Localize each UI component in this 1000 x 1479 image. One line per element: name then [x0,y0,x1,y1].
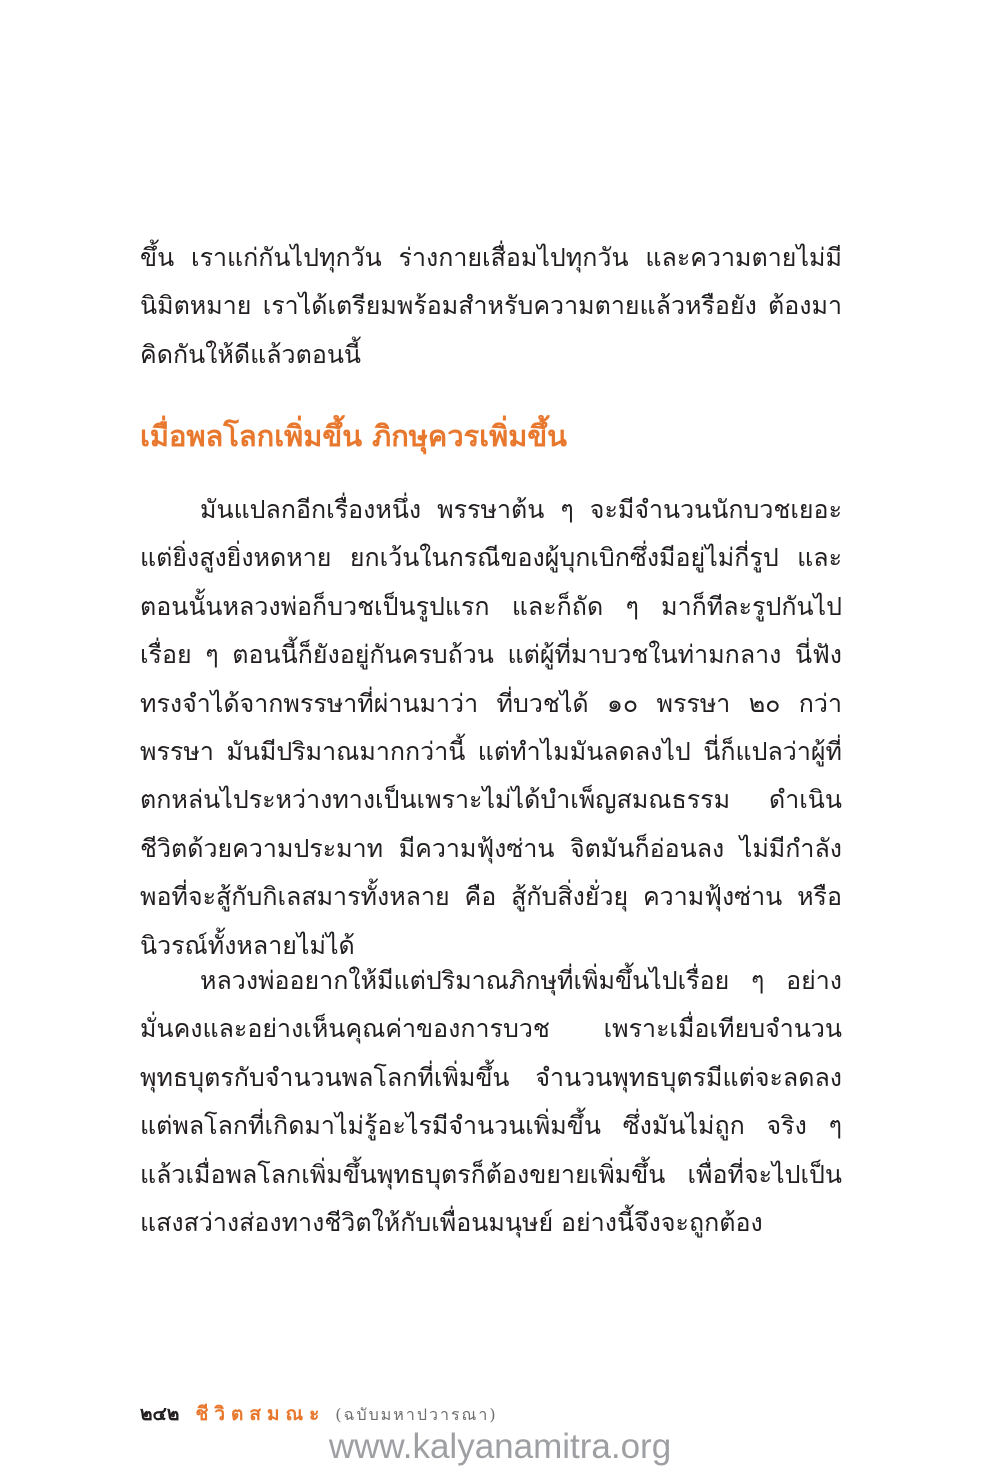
paragraph-body: มันแปลกอีกเรื่องหนึ่ง พรรษาต้น ๆ จะมีจำนวนนักบวชเยอะ แต่ยิ่งสูงยิ่งหดหาย ยกเว้นในกรณีของผู้บุกเบิกซึ่งมีอยู่ไม่กี่รูป และตอนนั้นหลวงพ่อก็บวชเป็นรูปแรก และก็ถัด ๆ มาก็ทีละรูปกันไปเรื่อย ๆ ตอนนี้ก็ยังอยู่กันครบถ้วน แต่ผู้ที่มาบวชในท่ามกลาง นี่ฟังทรงจำได้จากพรรษาที่ผ่านมาว่า ที่บวชได้ ๑๐ พรรษา ๒๐ กว่าพรรษา มันมีปริมาณมากกว่านี้ แต่ทำไมมันลดลงไป นี่ก็แปลว่าผู้ที่ตกหล่นไประหว่างทางเป็นเพราะไม่ได้บำเพ็ญสมณธรรม ดำเนินชีวิตด้วยความประมาท มีความฟุ้งซ่าน จิตมันก็อ่อนลง ไม่มีกำลังพอที่จะสู้กับกิเลสมารทั้งหลาย คือ สู้กับสิ่งยั่วยุ ความฟุ้งซ่าน หรือนิวรณ์ทั้งหลายไม่ได้ [140,495,842,960]
paragraph-continuation: ขึ้น เราแก่กันไปทุกวัน ร่างกายเสื่อมไปทุกวัน และความตายไม่มีนิมิตหมาย เราได้เตรียมพร้อมสำหรับความตายแล้วหรือยัง ต้องมาคิดกันให้ดีแล้วตอนนี้ [140,243,842,369]
book-title: ชีวิตสมณะ [195,1403,326,1425]
page-number: ๒๔๒ [140,1403,180,1425]
section-heading: เมื่อพลโลกเพิ่มขึ้น ภิกษุควรเพิ่มขึ้น [140,419,567,453]
watermark-url: www.kalyanamitra.org [328,1427,672,1466]
book-edition: (ฉบับมหาปวารณา) [335,1405,498,1424]
paragraph-body-2: หลวงพ่ออยากให้มีแต่ปริมาณภิกษุที่เพิ่มขึ้นไปเรื่อย ๆ อย่างมั่นคงและอย่างเห็นคุณค่าของการบวช เพราะเมื่อเทียบจำนวนพุทธบุตรกับจำนวนพลโลกที่เพิ่มขึ้น จำนวนพุทธบุตรมีแต่จะลดลง แต่พลโลกที่เกิดมาไม่รู้อะไรมีจำนวนเพิ่มขึ้น ซึ่งมันไม่ถูก จริง ๆ แล้วเมื่อพลโลกเพิ่มขึ้นพุทธบุตรก็ต้องขยายเพิ่มขึ้น เพื่อที่จะไปเป็นแสงสว่างส่องทางชีวิตให้กับเพื่อนมนุษย์ อย่างนี้จึงจะถูกต้อง [140,966,842,1238]
